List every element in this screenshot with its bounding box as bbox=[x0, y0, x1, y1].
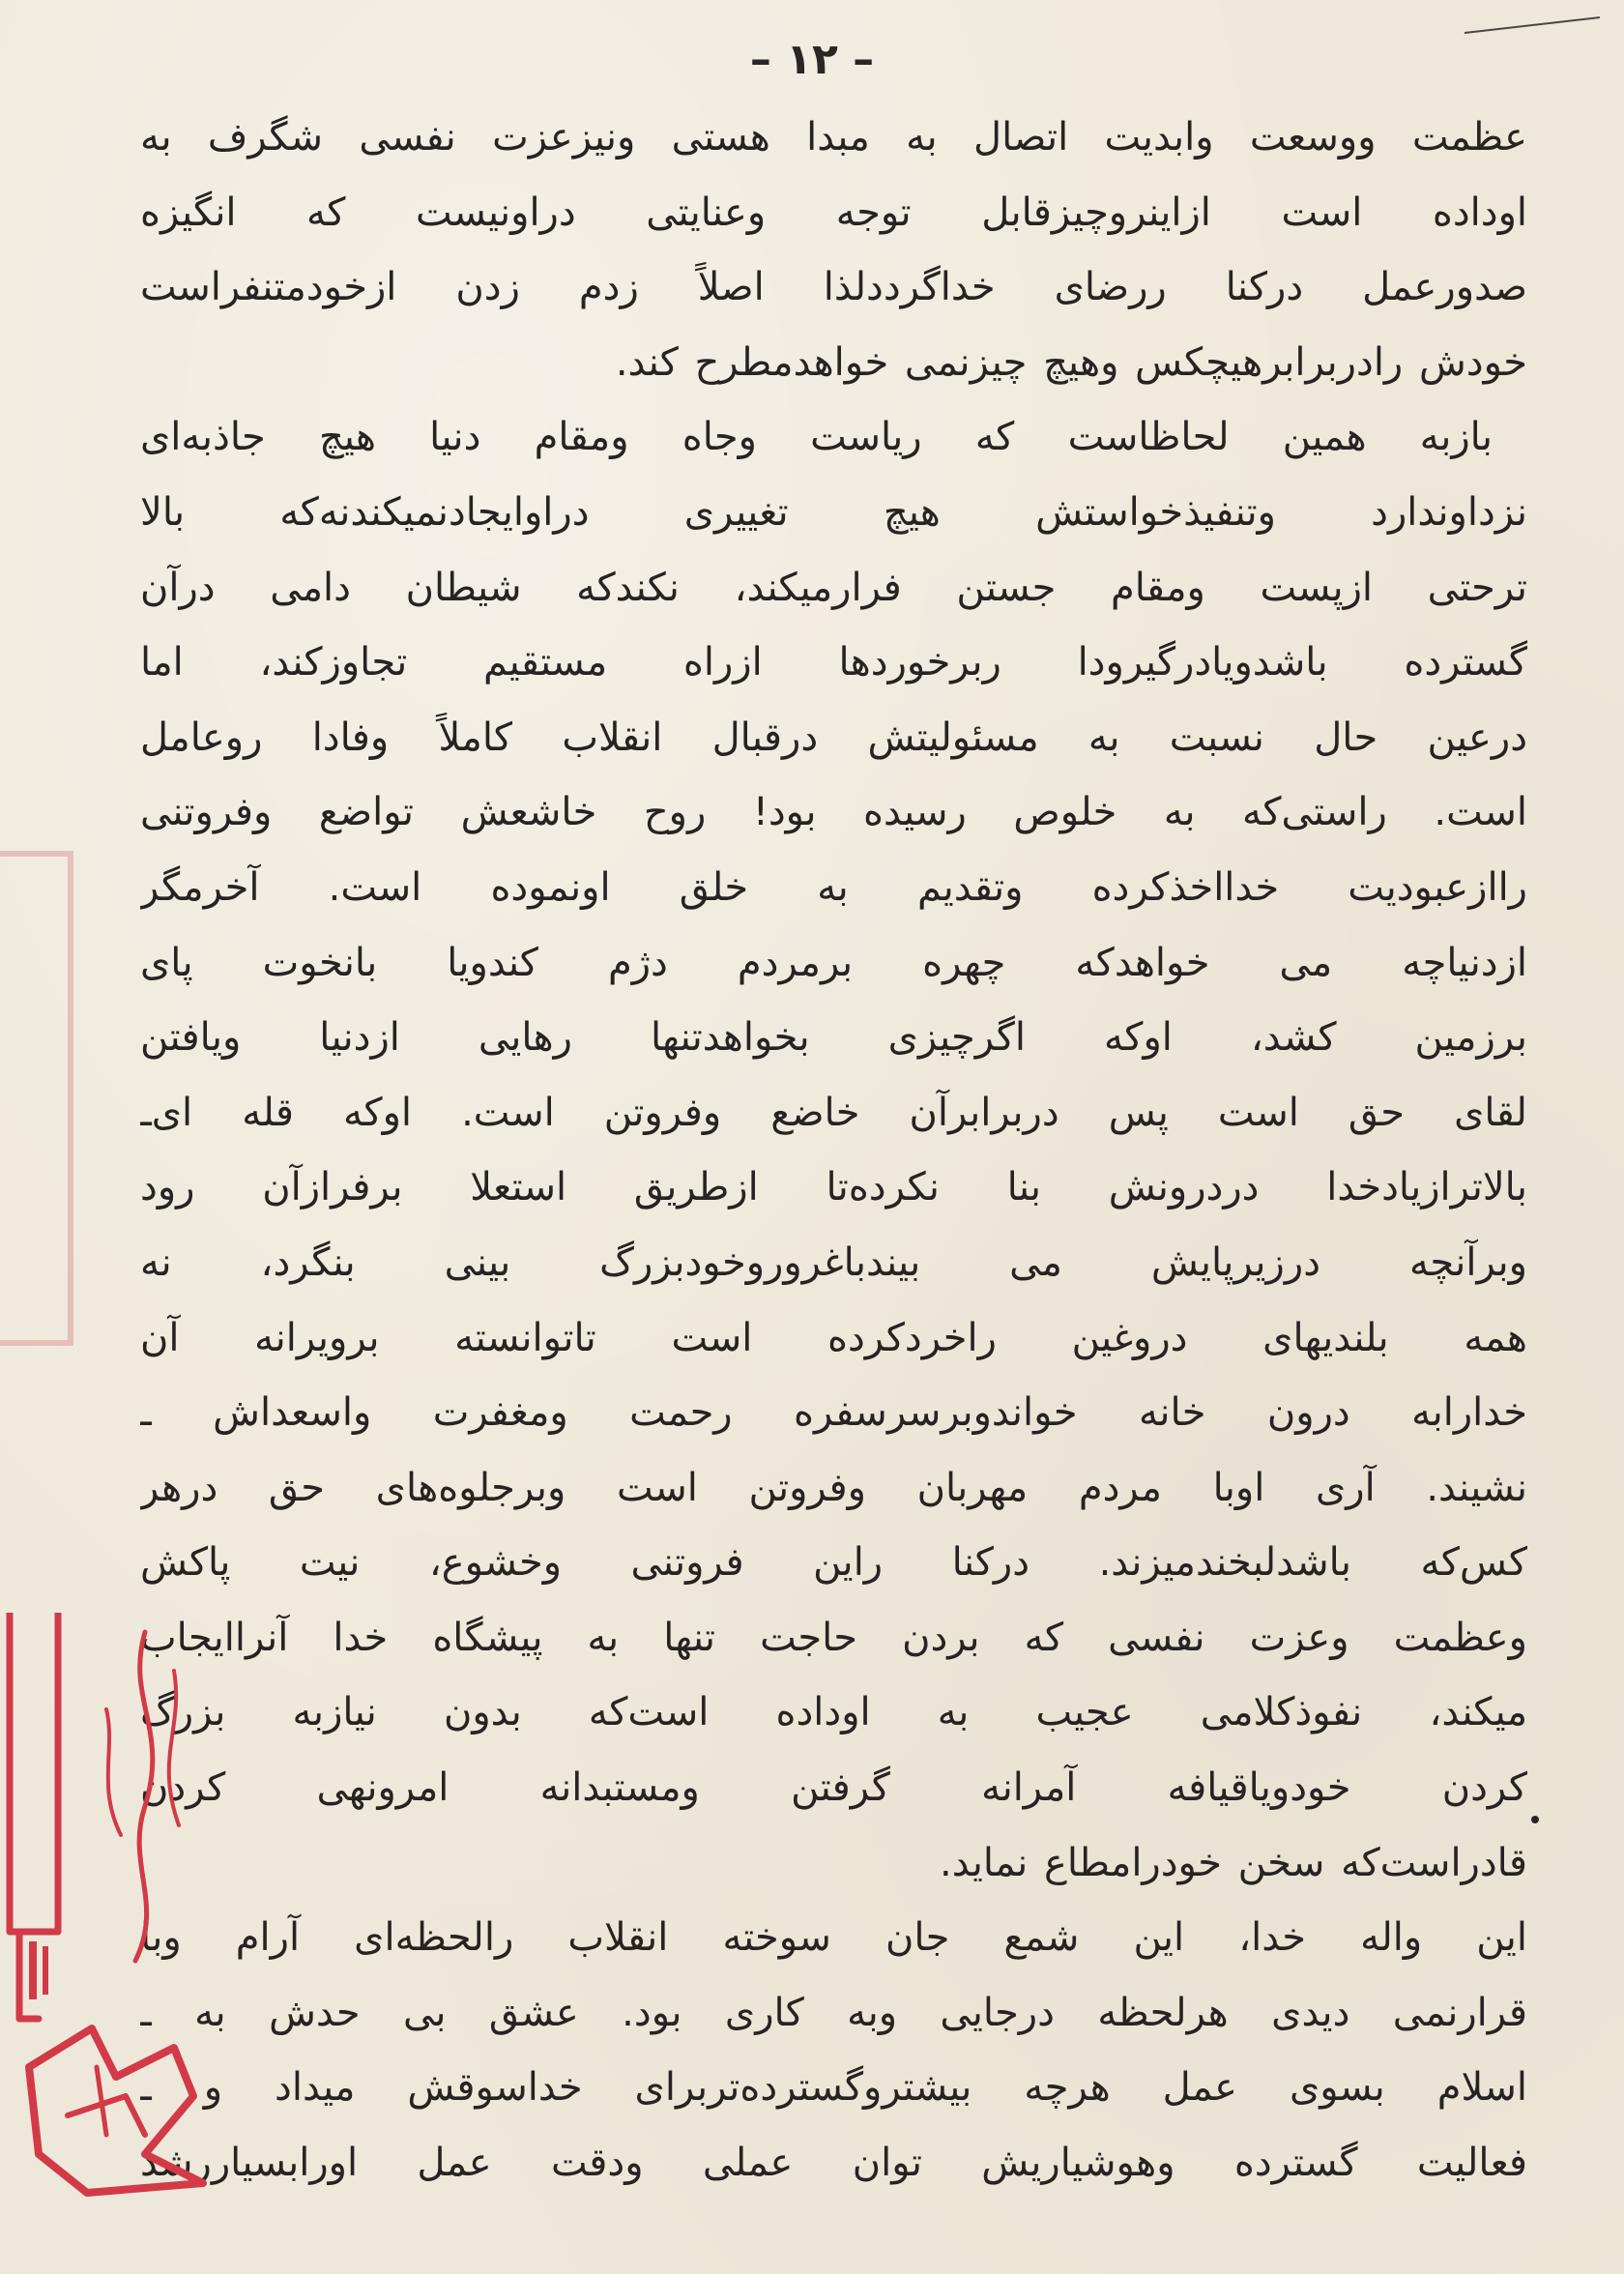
text-line: میکند، نفوذکلامی عجیب به اوداده است‌که بدون نیازبه بزرگ bbox=[140, 1690, 1527, 1735]
text-line: بازبه همین لحاظاست که ریاست وجاه ومقام دنیا هیچ جاذبه‌ای bbox=[140, 415, 1493, 460]
page-number: – ۱۲ – bbox=[749, 35, 875, 84]
margin-dot bbox=[1531, 1816, 1539, 1823]
text-line: نشیند. آری اوبا مردم مهربان وفروتن است وبرجلوه‌های حق درهر bbox=[140, 1465, 1527, 1510]
text-line: برزمین کشد، اوکه اگرچیزی بخواهدتنها رهایی ازدنیا ویافتن bbox=[140, 1015, 1527, 1061]
text-line: راازعبودیت خدااخذکرده وتقدیم به خلق اونموده است. آخرمگر bbox=[140, 864, 1527, 910]
text-line: است. راستی‌که به خلوص رسیده بود! روح خاشعش تواضع وفروتنی bbox=[140, 790, 1527, 835]
text-line: درعین حال نسبت به مسئولیتش درقبال انقلاب کاملاً وفادا روعامل bbox=[140, 714, 1527, 760]
text-line: گسترده باشدویادرگیرودا ربرخوردها ازراه مستقیم تجاوزکند، اما bbox=[140, 640, 1527, 685]
text-line: اسلام بسوی عمل هرچه بیشتروگسترده‌تربرای خداسوقش میداد و ـ bbox=[140, 2065, 1527, 2111]
text-line: صدورعمل درکنا ررضای خداگرددلذا اصلاً زدم زدن ازخودمتنفراست bbox=[140, 265, 1527, 310]
text-line: اوداده است ازاینروچیزقابل توجه وعنایتی دراونیست که انگیزه bbox=[140, 190, 1527, 235]
text-line: بالاترازیادخدا دردرونش بنا نکرده‌تا ازطریق استعلا برفرازآن رود bbox=[140, 1165, 1527, 1210]
body-text bbox=[140, 101, 1527, 2201]
text-line: فعالیت گسترده وهوشیاریش توان عملی ودقت عمل اورابسیاررشد bbox=[140, 2141, 1527, 2186]
text-line: وبرآنچه درزیرپایش می بیندباغروروخودبزرگ بینی بنگرد، نه bbox=[140, 1239, 1527, 1285]
text-line: ازدنیاچه می خواهدکه چهره برمردم دژم کندویا بانخوت پای bbox=[140, 940, 1527, 985]
text-line: وعظمت وعزت نفسی که بردن حاجت تنها به پیشگاه خدا آنراایجاب bbox=[140, 1615, 1527, 1660]
text-line: کردن خودویاقیافه آمرانه گرفتن ومستبدانه امرونهی کردن bbox=[140, 1765, 1527, 1811]
text-line: لقای حق است پس دربرابرآن خاضع وفروتن است. اوکه قله ای‌ـ bbox=[140, 1090, 1527, 1135]
text-line: قرارنمی دیدی هرلحظه درجایی وبه کاری بود. عشق بی حدش به ـ bbox=[140, 1990, 1527, 2035]
text-line: خودش رادربرابرهیچکس وهیچ چیزنمی خواهدمطرح کند. bbox=[615, 339, 1527, 385]
seal-stamp-icon bbox=[0, 1613, 271, 2202]
text-line: قادراست‌که سخن خودرامطاع نماید. bbox=[940, 1840, 1527, 1885]
text-line: خدارابه درون خانه خواندوبرسرسفره رحمت ومغفرت واسعداش ـ bbox=[140, 1390, 1527, 1436]
text-line: کس‌که باشدلبخندمیزند. درکنا راین فروتنی وخشوع، نیت پاکش bbox=[140, 1540, 1527, 1586]
text-line: همه بلندیهای دروغین راخردکرده است تاتوانسته برویرانه آن bbox=[140, 1315, 1527, 1360]
text-line: این واله خدا، این شمع جان سوخته انقلاب رالحظه‌ای آرام وبا bbox=[140, 1915, 1527, 1961]
text-line: عظمت ووسعت وابدیت اتصال به مبدا هستی ونیزعزت نفسی شگرف به bbox=[140, 115, 1527, 160]
text-line: ترحتی ازپست ومقام جستن فرارمیکند، نکندکه شیطان دامی درآن bbox=[140, 565, 1527, 610]
text-line: نزداوندارد وتنفیذخواستش هیچ تغییری دراوایجادنمیکندنه‌که بالا bbox=[140, 489, 1527, 535]
faint-stamp-frame bbox=[0, 851, 73, 1346]
corner-mark bbox=[1460, 14, 1605, 37]
